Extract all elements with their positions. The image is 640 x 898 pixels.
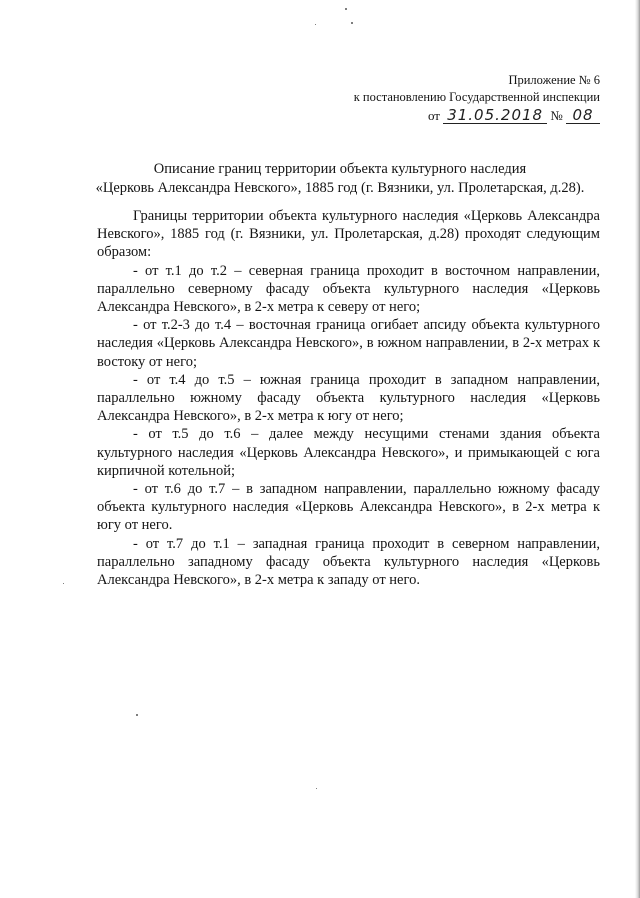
- appendix-header: [354, 72, 600, 106]
- title-line-2: «Церковь Александра Невского», 1885 год (г. Вязники, ул. Пролетарская, д.28).: [95, 180, 585, 196]
- appendix-subtitle: к постановлению Государственной инспекции: [353, 90, 600, 104]
- title-line-1: Описание границ территории объекта культурного наследия: [153, 161, 527, 177]
- number-prefix: №: [550, 108, 563, 123]
- appendix-title: Приложение № 6: [508, 73, 600, 87]
- boundary-segment-5-6: - от т.5 до т.6 – далее между несущими стенами здания объекта культурного наследия «Церковь Александра Невского», и примыкающей с юга кирпичной котельной;: [97, 426, 600, 479]
- boundary-segment-4-5: - от т.4 до т.5 – южная граница проходит в западном направлении, параллельно южному фасаду объекта культурного наследия «Церковь Александра Невского», в 2-х метра к югу от него;: [97, 371, 600, 425]
- intro-paragraph: Границы территории объекта культурного наследия «Церковь Александра Невского», 1885 год (г. Вязники, ул. Пролетарская, д.28) проходят следующим образом:: [97, 208, 600, 261]
- document-title: [90, 160, 590, 198]
- date-prefix: от: [427, 108, 440, 123]
- scan-speck: [316, 788, 317, 789]
- scan-speck: [351, 22, 353, 24]
- boundary-segment-7-1: - от т.7 до т.1 – западная граница проходит в северном направлении, параллельно западному фасаду объекта культурного наследия «Церковь Александра Невского», в 2-х метра к западу от него.: [97, 535, 600, 589]
- date-number-line: [428, 108, 600, 124]
- handwritten-date: 31.05.2018: [443, 108, 547, 124]
- scan-speck: [345, 8, 347, 10]
- handwritten-number: 08: [566, 108, 600, 124]
- scan-speck: [315, 24, 316, 25]
- scan-edge-shadow: [635, 0, 640, 898]
- scan-speck: [63, 583, 64, 584]
- boundary-segment-6-7: - от т.6 до т.7 – в западном направлении, параллельно южному фасаду объекта культурного наследия «Церковь Александра Невского», в 2-х метра к югу от него.: [97, 481, 600, 534]
- boundary-segment-1-2: - от т.1 до т.2 – северная граница проходит в восточном направлении, параллельно северному фасаду объекта культурного наследия «Церковь Александра Невского», в 2-х метра к северу от него;: [97, 262, 600, 316]
- boundary-description: [97, 207, 600, 589]
- scan-speck: [136, 714, 138, 716]
- boundary-segment-2-4: - от т.2-3 до т.4 – восточная граница огибает апсиду объекта культурного наследия «Церковь Александра Невского», в южном направлении, в 2-х метрах к востоку от него;: [97, 317, 600, 370]
